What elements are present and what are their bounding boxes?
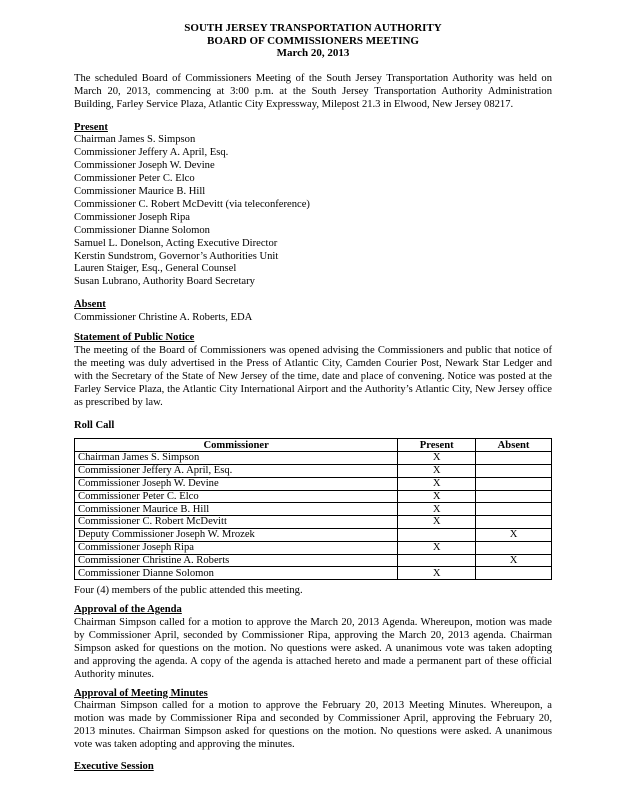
absent-list (74, 312, 552, 325)
roll-call-row (75, 452, 552, 465)
roll-call-row (75, 541, 552, 554)
absent-mark-cell: X (476, 554, 552, 567)
minutes-section (74, 688, 552, 753)
document-title (74, 22, 552, 60)
absent-mark-cell (476, 452, 552, 465)
attendee-item: Commissioner Maurice B. Hill (74, 186, 206, 198)
present-mark-cell: X (398, 516, 476, 529)
absent-mark-cell (476, 465, 552, 478)
present-mark-cell (398, 554, 476, 567)
present-section (74, 122, 552, 290)
title-line-date: March 20, 2013 (276, 47, 350, 60)
present-mark-cell: X (398, 452, 476, 465)
present-mark-cell: X (398, 465, 476, 478)
commissioner-name-cell: Deputy Commissioner Joseph W. Mrozek (75, 529, 398, 542)
attendee-item: Samuel L. Donelson, Acting Executive Director (74, 237, 278, 249)
intro-paragraph: The scheduled Board of Commissioners Meeting of the South Jersey Transportation Authority was held on March 20, 2013, commencing at 3:00 p.m. at the South Jersey Transportation Authority Administration Building, Farley Service Plaza, Atlantic City Expressway, Milepost 21.3 in Elwood, New Jersey 08217. (74, 72, 552, 110)
attendee-item: Commissioner Joseph Ripa (74, 211, 190, 223)
agenda-heading: Approval of the Agenda (74, 604, 182, 616)
absent-mark-cell (476, 567, 552, 580)
present-mark-cell: X (398, 567, 476, 580)
present-mark-cell (398, 529, 476, 542)
present-mark-cell: X (398, 477, 476, 490)
executive-section (74, 761, 552, 774)
absent-section (74, 299, 552, 325)
attendee-item: Lauren Staiger, Esq., General Counsel (74, 263, 237, 275)
roll-call-row (75, 490, 552, 503)
attendee-item: Commissioner Peter C. Elco (74, 173, 195, 185)
attendee-item: Susan Lubrano, Authority Board Secretary (74, 276, 255, 288)
attendee-item: Commissioner C. Robert McDevitt (via teleconference) (74, 198, 310, 210)
agenda-text: Chairman Simpson called for a motion to approve the March 20, 2013 Agenda. Whereupon, motion was made by Commissioner April, seconded by Commissioner Ripa, approving the March 20, 2013 agenda. Chairman Simpson asked for questions on the motion. No questions were asked. A unanimous vote was taken adopting and approving the agenda. A copy of the agenda is attached hereto and made a permanent part of these official Authority minutes. (74, 617, 552, 680)
roll-call-row (75, 529, 552, 542)
agenda-section (74, 604, 552, 681)
roll-call-title: Roll Call (74, 419, 115, 431)
public-notice-section (74, 332, 552, 409)
executive-heading: Executive Session (74, 761, 154, 773)
present-mark-cell: X (398, 503, 476, 516)
minutes-text: Chairman Simpson called for a motion to approve the February 20, 2013 Meeting Minutes. Whereupon, a motion was made by Commissioner Ripa and seconded by Commissioner April, approving the February 20, 2013 minutes. Chairman Simpson asked for questions on the motion. No questions were asked. A unanimous vote was taken adopting and approving the minutes. (74, 700, 552, 751)
attendee-item: Kerstin Sundstrom, Governor’s Authorities Unit (74, 250, 279, 262)
commissioner-name-cell: Commissioner Joseph Ripa (75, 541, 398, 554)
commissioner-name-cell: Chairman James S. Simpson (75, 452, 398, 465)
absent-mark-cell (476, 541, 552, 554)
absent-mark-cell (476, 477, 552, 490)
commissioner-name-cell: Commissioner Dianne Solomon (75, 567, 398, 580)
absent-heading: Absent (74, 299, 106, 311)
commissioner-name-cell: Commissioner C. Robert McDevitt (75, 516, 398, 529)
absent-mark-cell (476, 490, 552, 503)
absentee-item: Commissioner Christine A. Roberts, EDA (74, 312, 253, 324)
commissioner-name-cell: Commissioner Jeffery A. April, Esq. (75, 465, 398, 478)
roll-call-row (75, 554, 552, 567)
present-list (74, 134, 552, 289)
column-header-commissioner: Commissioner (75, 439, 398, 452)
attendee-item: Commissioner Jeffery A. April, Esq. (74, 147, 229, 159)
public-notice-heading: Statement of Public Notice (74, 332, 195, 344)
commissioner-name-cell: Commissioner Joseph W. Devine (75, 477, 398, 490)
minutes-heading: Approval of Meeting Minutes (74, 687, 208, 699)
commissioner-name-cell: Commissioner Maurice B. Hill (75, 503, 398, 516)
commissioner-name-cell: Commissioner Christine A. Roberts (75, 554, 398, 567)
public-attendance-note: Four (4) members of the public attended this meeting. (74, 585, 303, 597)
attendee-item: Commissioner Joseph W. Devine (74, 160, 215, 172)
title-line-meeting: BOARD OF COMMISSIONERS MEETING (207, 34, 419, 47)
column-header-absent: Absent (476, 439, 552, 452)
roll-call-row (75, 465, 552, 478)
present-mark-cell: X (398, 541, 476, 554)
present-mark-cell: X (398, 490, 476, 503)
column-header-present: Present (398, 439, 476, 452)
absent-mark-cell (476, 503, 552, 516)
attendee-item: Chairman James S. Simpson (74, 134, 196, 146)
public-notice-text: The meeting of the Board of Commissioners was opened advising the Commissioners and public that notice of the meeting was duly advertised in the Press of Atlantic City, Camden Courier Post, Newark Star Ledger and with the Secretary of the State of New Jersey of the time, date and place of convening. Notice was posted at the Farley Service Plaza, the Atlantic City International Airport and the Authority’s Atlantic City, New Jersey office as prescribed by law. (74, 345, 552, 408)
title-line-authority: SOUTH JERSEY TRANSPORTATION AUTHORITY (184, 22, 442, 34)
roll-call-row (75, 567, 552, 580)
absent-mark-cell: X (476, 529, 552, 542)
attendee-item: Commissioner Dianne Solomon (74, 224, 210, 236)
absent-mark-cell (476, 516, 552, 529)
roll-call-row (75, 516, 552, 529)
roll-call-row (75, 503, 552, 516)
commissioner-name-cell: Commissioner Peter C. Elco (75, 490, 398, 503)
roll-call-header-row (75, 439, 552, 452)
roll-call-row (75, 477, 552, 490)
present-heading: Present (74, 121, 108, 133)
roll-call-table (74, 438, 552, 580)
